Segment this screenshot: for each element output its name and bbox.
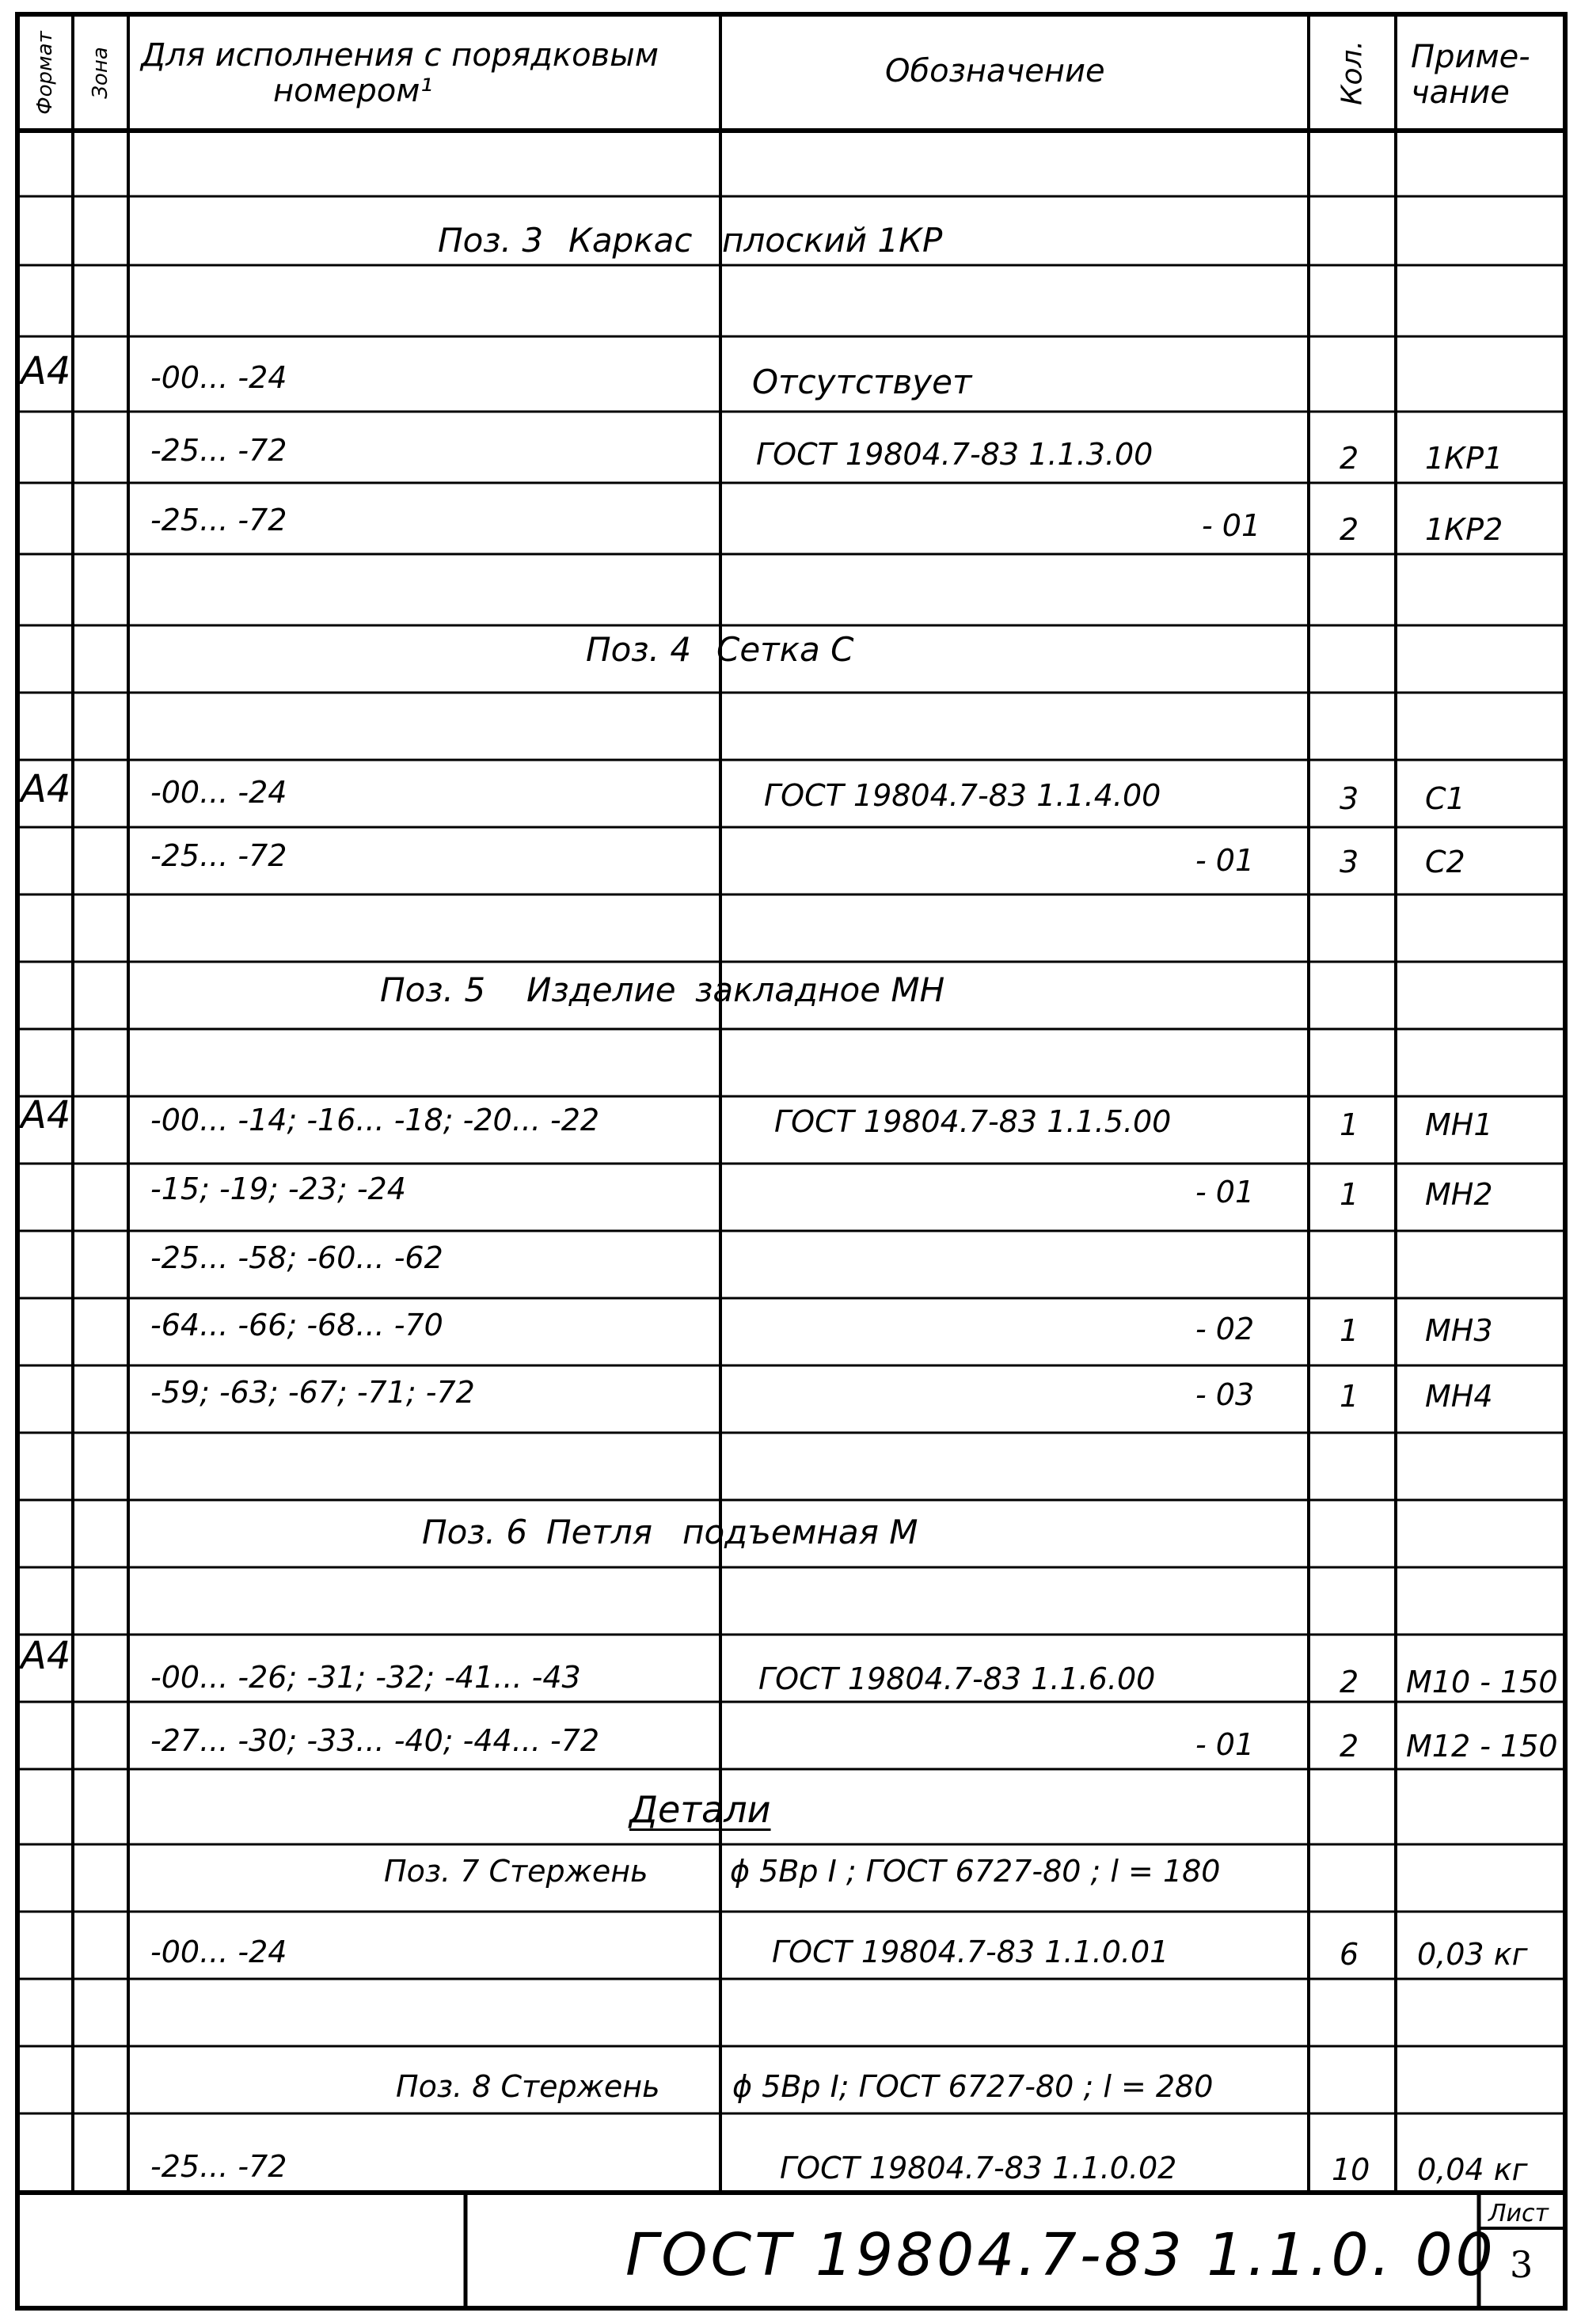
row-format: А4 bbox=[21, 1093, 71, 1137]
row-designation: ГОСТ 19804.7-83 1.1.4.00 bbox=[764, 778, 1161, 813]
header-zone: Зона bbox=[89, 47, 112, 99]
pos7-label: Поз. 7 Стержень bbox=[384, 1854, 648, 1889]
pos5-word: Изделие bbox=[526, 970, 676, 1009]
row-variant: -25... -72 bbox=[150, 503, 287, 537]
row-note: 1КР2 bbox=[1425, 512, 1503, 547]
row-variant: -64... -66; -68... -70 bbox=[150, 1308, 443, 1342]
row-designation: ГОСТ 19804.7-83 1.1.5.00 bbox=[774, 1104, 1172, 1139]
row-suffix: - 01 bbox=[1195, 1175, 1255, 1209]
header-format: Формат bbox=[33, 31, 57, 115]
row-note: С1 bbox=[1425, 781, 1465, 816]
row-variant: -25... -72 bbox=[150, 433, 287, 468]
row-designation: ГОСТ 19804.7-83 1.1.0.02 bbox=[780, 2151, 1177, 2185]
row-variant: -25... -58; -60... -62 bbox=[150, 1240, 443, 1275]
row-qty: 3 bbox=[1340, 845, 1359, 879]
pos4-name: Сетка С bbox=[716, 630, 854, 669]
pos3-label: Поз. 3 bbox=[438, 221, 544, 260]
row-note: С2 bbox=[1425, 845, 1465, 879]
header-note-line1: Приме- bbox=[1411, 39, 1530, 75]
row-note: М12 - 150 bbox=[1406, 1729, 1558, 1764]
row-designation: ГОСТ 19804.7-83 1.1.6.00 bbox=[758, 1661, 1156, 1696]
row-qty: 1 bbox=[1340, 1313, 1359, 1348]
row-variant: -15; -19; -23; -24 bbox=[150, 1171, 406, 1206]
pos6-name: подъемная М bbox=[682, 1513, 918, 1551]
pos3-name: плоский 1КР bbox=[722, 221, 943, 260]
row-variant: -00... -26; -31; -32; -41... -43 bbox=[150, 1660, 581, 1695]
header-variant-line2: номером¹ bbox=[273, 73, 433, 109]
header-variant-line1: Для исполнения с порядковым bbox=[141, 37, 659, 74]
pos3-word: Каркас bbox=[568, 221, 693, 260]
row-designation: ГОСТ 19804.7-83 1.1.3.00 bbox=[756, 437, 1153, 472]
row-qty: 6 bbox=[1340, 1937, 1359, 1972]
row-variant: -25... -72 bbox=[150, 838, 287, 873]
sheet-number: 3 bbox=[1510, 2243, 1533, 2286]
row-variant: -00... -24 bbox=[150, 1935, 287, 1969]
row-suffix: - 01 bbox=[1202, 508, 1261, 543]
row-qty: 1 bbox=[1340, 1177, 1359, 1212]
row-qty: 1 bbox=[1340, 1379, 1359, 1414]
row-suffix: - 03 bbox=[1195, 1377, 1255, 1412]
row-variant: -00... -24 bbox=[150, 775, 287, 810]
row-variant: -00... -24 bbox=[150, 360, 287, 395]
document-designation: ГОСТ 19804.7-83 1.1.0. 00 bbox=[625, 2221, 1496, 2289]
row-note: МН1 bbox=[1425, 1107, 1493, 1142]
row-suffix: - 01 bbox=[1195, 1727, 1255, 1762]
row-note: М10 - 150 bbox=[1406, 1665, 1558, 1699]
header-note-line2: чание bbox=[1411, 74, 1510, 111]
row-suffix: - 02 bbox=[1195, 1312, 1255, 1346]
row-variant: -00... -14; -16... -18; -20... -22 bbox=[150, 1103, 600, 1137]
pos8-spec: ϕ 5Вр I; ГОСТ 6727-80 ; l = 280 bbox=[732, 2069, 1214, 2104]
row-designation: Отсутствует bbox=[752, 363, 972, 401]
row-note: 0,03 кг bbox=[1417, 1937, 1528, 1972]
row-qty: 3 bbox=[1340, 781, 1359, 816]
row-note: МН2 bbox=[1425, 1177, 1493, 1212]
pos6-label: Поз. 6 bbox=[422, 1513, 528, 1551]
row-qty: 2 bbox=[1340, 441, 1359, 476]
pos5-name: закладное МН bbox=[695, 970, 945, 1009]
row-format: А4 bbox=[21, 1634, 71, 1678]
header-qty: Кол. bbox=[1336, 40, 1369, 106]
row-note: 0,04 кг bbox=[1417, 2152, 1528, 2187]
row-qty: 2 bbox=[1340, 512, 1359, 547]
row-qty: 10 bbox=[1332, 2152, 1370, 2187]
row-qty: 1 bbox=[1340, 1107, 1359, 1142]
pos8-label: Поз. 8 Стержень bbox=[396, 2069, 660, 2104]
row-format: А4 bbox=[21, 767, 71, 811]
details-heading: Детали bbox=[629, 1788, 771, 1831]
row-note: МН4 bbox=[1425, 1379, 1493, 1414]
header-designation: Обозначение bbox=[885, 53, 1105, 89]
row-variant: -27... -30; -33... -40; -44... -72 bbox=[150, 1723, 600, 1758]
row-suffix: - 01 bbox=[1195, 843, 1255, 878]
row-variant: -59; -63; -67; -71; -72 bbox=[150, 1375, 475, 1410]
sheet-label: Лист bbox=[1488, 2200, 1549, 2227]
row-note: МН3 bbox=[1425, 1313, 1493, 1348]
row-note: 1КР1 bbox=[1425, 441, 1503, 476]
row-format: А4 bbox=[21, 349, 71, 393]
row-qty: 2 bbox=[1340, 1729, 1359, 1764]
pos4-label: Поз. 4 bbox=[586, 630, 692, 669]
row-designation: ГОСТ 19804.7-83 1.1.0.01 bbox=[772, 1935, 1169, 1969]
pos6-word: Петля bbox=[546, 1513, 652, 1551]
row-qty: 2 bbox=[1340, 1665, 1359, 1699]
pos5-label: Поз. 5 bbox=[380, 970, 486, 1009]
row-variant: -25... -72 bbox=[150, 2149, 287, 2184]
pos7-spec: ϕ 5Вр I ; ГОСТ 6727-80 ; l = 180 bbox=[730, 1854, 1221, 1889]
